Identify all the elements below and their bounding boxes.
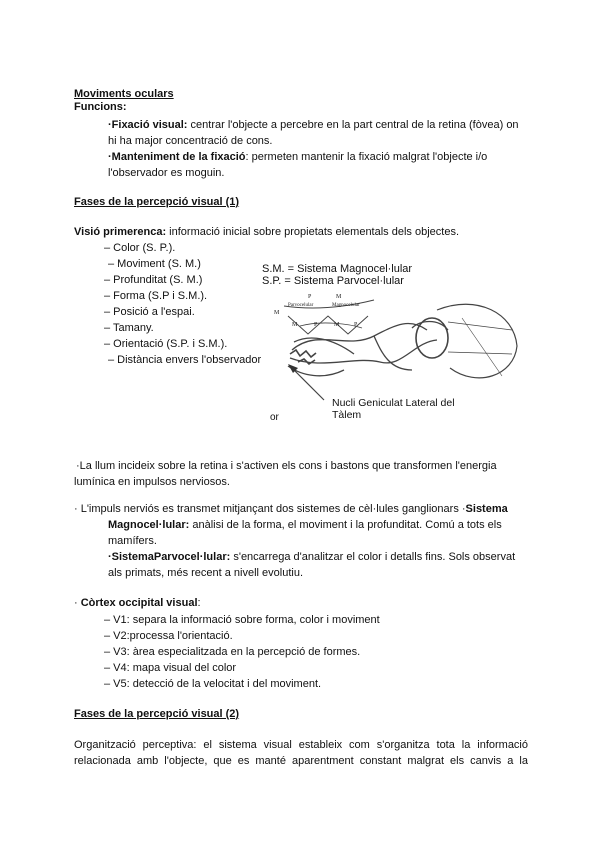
llum-line-2: lumínica en impulsos nerviosos. [74,476,230,488]
fixacio-text: centrar l'objecte a percebre en la part central de la retina (fòvea) on [187,119,519,131]
fixacio-term: ·Fixació visual: [108,119,188,131]
cortex-term: Còrtex occipital visual [80,597,198,609]
visio-item-profunditat: – Profunditat (S. M.) [104,274,203,286]
label-m-left: M [274,310,280,316]
label-magnocelular: Magnocelular [332,303,360,308]
label-m-1: M [292,322,298,328]
ray-line [448,352,512,354]
caption-talem: Tàlem [332,409,362,420]
cortex-item-v2: – V2:processa l'orientació. [104,630,233,642]
pointer-arrow [292,368,324,400]
visio-item-tamany: – Tamany. [104,322,154,334]
legend-sm: S.M. = Sistema Magnocel·lular [262,263,413,275]
cortex-prefix: · [74,597,81,609]
label-m-2: M [334,322,340,328]
impuls-line-1 [74,501,508,517]
organitzacio-line-1: Organització perceptiva: el sistema visual estableix com s'organitza tota la informació [74,739,528,751]
pathway-drawing [262,258,532,420]
ray-line [462,318,502,376]
cortex-item-v4: – V4: mapa visual del color [104,662,237,674]
manteniment-text: : permeten mantenir la fixació malgrat l'objecte i/o [245,151,488,163]
impuls-text: · L'impuls nerviós es transmet mitjançant dos sistemes de cèl·lules ganglionars · [74,503,466,515]
cortex-suffix: : [197,597,201,609]
llum-line-1: ·La llum incideix sobre la retina i s'activen els cons i bastons que transformen l'energia [76,460,497,472]
label-p-2: P [354,322,358,328]
impuls-line-4 [108,549,515,565]
cortex-item-v1: – V1: separa la informació sobre forma, color i moviment [104,614,380,626]
caption-nucli: Nucli Geniculat Lateral del [332,397,455,409]
parvo-text: s'encarrega d'analitzar el color i detalls fins. Sols observat [230,551,516,563]
cropped-text: or [270,412,279,420]
cortex-heading [74,595,201,611]
visio-item-moviment: – Moviment (S. M.) [108,258,201,270]
visio-item-orientacio: – Orientació (S.P. i S.M.). [104,338,228,350]
page-title: Moviments oculars [74,88,174,100]
visio-line [74,224,459,240]
pointer-arrow-head [288,364,298,373]
label-p: P [308,294,312,300]
eye-ball [416,318,448,358]
funcions-heading: Funcions: [74,101,127,113]
neuron-cluster [290,350,316,357]
magno-text: anàlisi de la forma, el moviment i la profunditat. Comú a tots els [189,519,502,531]
fases2-heading: Fases de la percepció visual (2) [74,708,240,720]
visio-item-color: – Color (S. P.). [104,242,176,254]
geniculate-layer [300,323,362,328]
ray-line [448,322,512,330]
legend-sp: S.P. = Sistema Parvocel·lular [262,275,404,287]
parvo-term: ·SistemaParvocel·lular: [108,551,231,563]
cortex-item-v5: – V5: detecció de la velocitat i del moviment. [104,678,322,690]
label-p-1: P [314,322,318,328]
visio-item-posicio: – Posició a l'espai. [104,306,195,318]
visual-pathway-figure [262,258,532,420]
fases1-heading: Fases de la percepció visual (1) [74,196,240,208]
pathway-line [374,336,412,370]
fixacio-line-2: hi ha major concentració de cons. [108,135,273,147]
manteniment-term: ·Manteniment de la fixació [108,151,246,163]
visio-item-forma: – Forma (S.P i S.M.). [104,290,208,302]
visio-item-distancia: – Distància envers l'observador [108,354,262,366]
visual-field-arc [437,304,517,378]
cortex-item-v3: – V3: àrea especialitzada en la percepció de formes. [104,646,361,658]
manteniment-line-2: l'observador es moguin. [108,167,225,179]
impuls-line-3: mamífers. [108,535,157,547]
visio-term: Visió primerenca: [74,226,167,238]
pathway-line [290,340,437,363]
label-parvocelular: Parvocelular [288,303,314,308]
magno-term: Magnocel·lular: [108,519,190,531]
fixacio-line [108,117,519,133]
impuls-line-5: als primats, més recent a nivell evolutiu. [108,567,304,579]
label-m-top: M [336,294,342,300]
manteniment-line [108,149,487,165]
impuls-line-2 [108,517,502,533]
visio-text: informació inicial sobre propietats elementals dels objectes. [166,226,459,238]
organitzacio-line-2: relacionada amb l'objecte, que es manté aparentment constant malgrat els canvis a la [74,755,528,767]
impuls-term-sistema: Sistema [465,503,508,515]
